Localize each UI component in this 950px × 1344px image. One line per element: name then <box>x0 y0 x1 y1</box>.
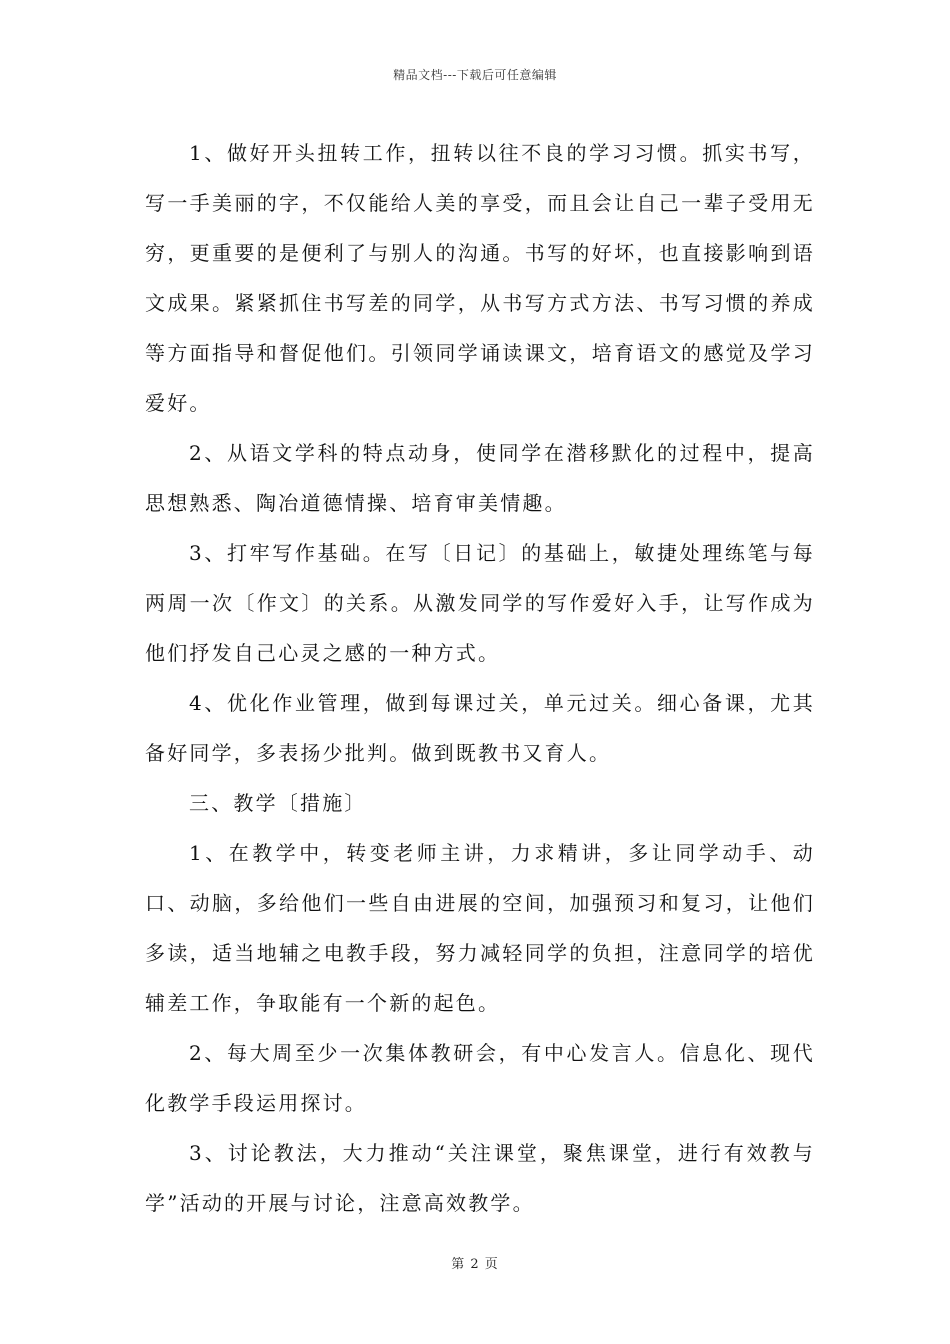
page-header: 精品文档---下载后可任意编辑 <box>393 68 557 82</box>
page-number: 第 2 页 <box>451 1257 499 1272</box>
document-body <box>145 128 815 1228</box>
paragraph-2: 2、从语文学科的特点动身，使同学在潜移默化的过程中，提高思想熟悉、陶冶道德情操、培育审美情趣。 <box>145 441 815 515</box>
paragraph-4: 4、优化作业管理，做到每课过关，单元过关。细心备课，尤其备好同学，多表扬少批判。做到既教书又育人。 <box>145 691 815 765</box>
paragraph-1: 1、做好开头扭转工作，扭转以往不良的学习习惯。抓实书写，写一手美丽的字，不仅能给人美的享受，而且会让自己一辈子受用无穷，更重要的是便利了与别人的沟通。书写的好坏，也直接影响到语文成果。紧紧抓住书写差的同学，从书写方式方法、书写习惯的养成等方面指导和督促他们。引领同学诵读课文，培育语文的感觉及学习爱好。 <box>145 141 815 415</box>
section-heading: 三、教学〔措施〕 <box>189 791 367 815</box>
paragraph-3: 3、打牢写作基础。在写〔日记〕的基础上，敏捷处理练笔与每两周一次〔作文〕的关系。从激发同学的写作爱好入手，让写作成为他们抒发自己心灵之感的一种方式。 <box>145 541 815 665</box>
paragraph-6: 2、每大周至少一次集体教研会，有中心发言人。信息化、现代化教学手段运用探讨。 <box>145 1041 815 1115</box>
paragraph-5: 1、在教学中，转变老师主讲，力求精讲，多让同学动手、动口、动脑，多给他们一些自由进展的空间，加强预习和复习，让他们多读，适当地辅之电教手段，努力减轻同学的负担，注意同学的培优辅差工作，争取能有一个新的起色。 <box>145 841 815 1015</box>
paragraph-7: 3、讨论教法，大力推动“关注课堂，聚焦课堂，进行有效教与学”活动的开展与讨论，注意高效教学。 <box>145 1141 815 1215</box>
